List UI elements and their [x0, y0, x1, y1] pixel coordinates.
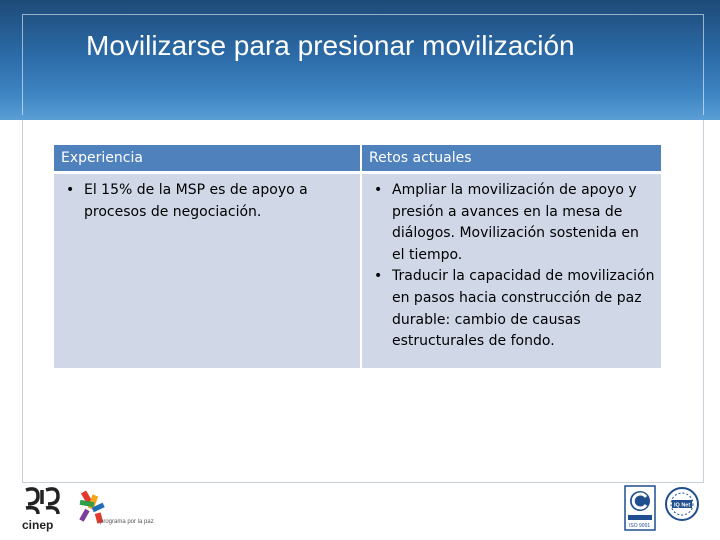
table-header-row	[54, 145, 661, 173]
slide-header	[0, 0, 720, 120]
iqnet-logo-mark	[664, 486, 700, 522]
list-item: • El 15% de la MSP es de apoyo a procesos de negociación.	[84, 180, 354, 223]
programa-paz-logo-mark	[76, 487, 154, 531]
header-experiencia: Experiencia	[54, 145, 361, 173]
programa-paz-logo	[76, 487, 154, 531]
iso-text: ISO 9001	[629, 523, 651, 529]
programa-paz-text: programa por la paz	[100, 519, 154, 525]
cinep-logo-text: cinep	[22, 518, 54, 532]
iso-certification-logo	[624, 485, 656, 531]
content-table	[54, 145, 661, 368]
iso-logo-mark	[624, 485, 656, 531]
table-row	[54, 173, 661, 369]
iqnet-logo	[664, 486, 700, 522]
iqnet-text: IQ Net	[674, 502, 691, 509]
header-retos-actuales: Retos actuales	[361, 145, 661, 173]
cell-experiencia	[54, 173, 361, 369]
slide-title: Movilizarse para presionar movilización	[86, 30, 575, 61]
experiencia-list	[60, 180, 354, 223]
cinep-logo-mark	[20, 486, 64, 532]
retos-list	[368, 180, 655, 353]
cinep-logo	[20, 486, 64, 532]
cell-retos-actuales	[361, 173, 661, 369]
list-item: • Traducir la capacidad de movilización en pasos hacia construcción de paz durable: cambio de causas estructurales de fondo.	[392, 266, 655, 352]
list-item: • Ampliar la movilización de apoyo y presión a avances en la mesa de diálogos. Movilización sostenida en el tiempo.	[392, 180, 655, 266]
